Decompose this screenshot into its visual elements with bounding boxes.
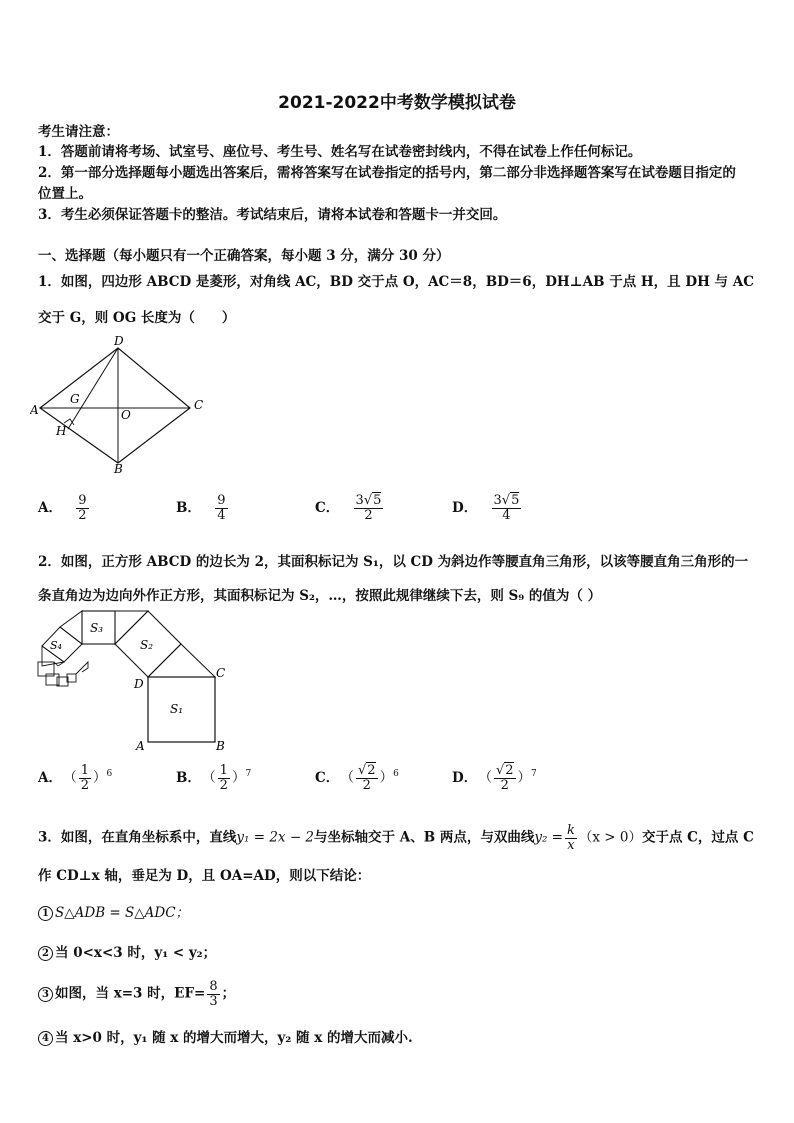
q2-option-b[interactable]: B． （ $\frac{1}{2}$ ）$^7$	[176, 763, 252, 793]
circled-number-1: 1	[38, 906, 53, 921]
page-title: 2021-2022中考数学模拟试卷	[278, 93, 516, 113]
q1-rhombus-figure	[30, 335, 220, 475]
triangle-1	[148, 644, 215, 677]
label-b: B	[114, 462, 123, 475]
label-c: C	[216, 666, 226, 680]
q1-option-d[interactable]: D． $\frac{3√5}{4}$	[452, 493, 520, 523]
circled-number-2: 2	[38, 946, 53, 961]
notice-item-1: 1．答题前请将考场、试室号、座位号、考生号、姓名写在试卷密封线内，不得在试卷上作任何标记。	[38, 144, 642, 160]
q3-conclusion-1: 1 S△ADB = S△ADC；	[38, 901, 189, 921]
q2-option-d[interactable]: D． （ $\frac{√2}{2}$ ）$^7$	[452, 763, 537, 793]
label-s1: S₁	[170, 702, 184, 716]
q1-option-b[interactable]: B． $\frac{9}{4}$	[176, 493, 226, 523]
circled-number-3: 3	[38, 987, 53, 1002]
q1-option-c[interactable]: C． $\frac{3√5}{2}$	[315, 493, 382, 523]
notice-heading: 考生请注意：	[38, 124, 119, 140]
square-s4	[42, 627, 82, 662]
label-a: A	[30, 403, 39, 417]
q2-text-line2: 条直角边为边向外作正方形，其面积标记为 S₂，…，按照此规律继续下去，则 S₉ 的值为（ ）	[38, 588, 602, 604]
label-b: B	[216, 739, 225, 753]
label-s3: S₃	[90, 621, 104, 635]
q2-square-spiral-figure	[30, 604, 240, 754]
notice-item-3: 3．考生必须保证答题卡的整洁。考试结束后，请将本试卷和答题卡一并交回。	[38, 207, 507, 223]
rhombus-outline	[40, 348, 190, 463]
label-c: C	[194, 398, 204, 412]
q1-text-line2: 交于 G，则 OG 长度为（ ）	[38, 310, 236, 326]
section-heading: 一、选择题（每小题只有一个正确答案，每小题 3 分，满分 30 分）	[38, 248, 450, 264]
q2-text-line1: 2．如图，正方形 ABCD 的边长为 2，其面积标记为 S₁，以 CD 为斜边作等腰直角三角形，以该等腰直角三角形的一	[38, 554, 749, 570]
q3-text-line2: 作 CD⊥x 轴，垂足为 D，且 OA=AD，则以下结论：	[38, 868, 371, 884]
q1-text-line1: 1．如图，四边形 ABCD 是菱形，对角线 AC，BD 交于点 O，AC＝8，BD＝6，DH⊥AB 于点 H，且 DH 与 AC	[38, 274, 754, 290]
q2-option-c[interactable]: C． （ $\frac{√2}{2}$ ）$^6$	[315, 763, 399, 793]
q2-option-a[interactable]: A． （ $\frac{1}{2}$ ）$^6$	[38, 763, 113, 793]
label-s2: S₂	[140, 638, 154, 652]
segment-dh	[68, 348, 118, 429]
q3-conclusion-3: 3 如图，当 x=3 时，EF= $\frac{8}{3}$ ；	[38, 980, 235, 1008]
label-d: D	[114, 335, 124, 348]
q1-option-a[interactable]: A． $\frac{9}{2}$	[38, 493, 87, 523]
label-a: A	[136, 739, 145, 753]
label-o: O	[121, 408, 131, 422]
label-h: H	[56, 424, 67, 438]
label-g: G	[70, 392, 80, 406]
label-s4: S₄	[50, 639, 62, 652]
notice-item-2-cont: 位置上。	[38, 186, 92, 202]
label-d: D	[134, 677, 144, 691]
notice-item-2: 2．第一部分选择题每小题选出答案后，需将答案写在试卷指定的括号内，第二部分非选择题答案写在试卷题目指定的	[38, 165, 736, 181]
q3-conclusion-2: 2 当 0<x<3 时，y₁ < y₂；	[38, 941, 216, 961]
triangle-3	[60, 611, 82, 644]
q3-conclusion-4: 4 当 x>0 时，y₁ 随 x 的增大而增大，y₂ 随 x 的增大而减小.	[38, 1026, 413, 1046]
q3-text-line1: 3．如图，在直角坐标系中，直线y₁ = 2x − 2与坐标轴交于 A、B 两点，与双曲线y₂ = $\frac{k}{x}$ （x > 0）交于点 C，过点 C	[38, 823, 754, 853]
spiral-tail	[76, 662, 88, 674]
circled-number-4: 4	[38, 1031, 53, 1046]
